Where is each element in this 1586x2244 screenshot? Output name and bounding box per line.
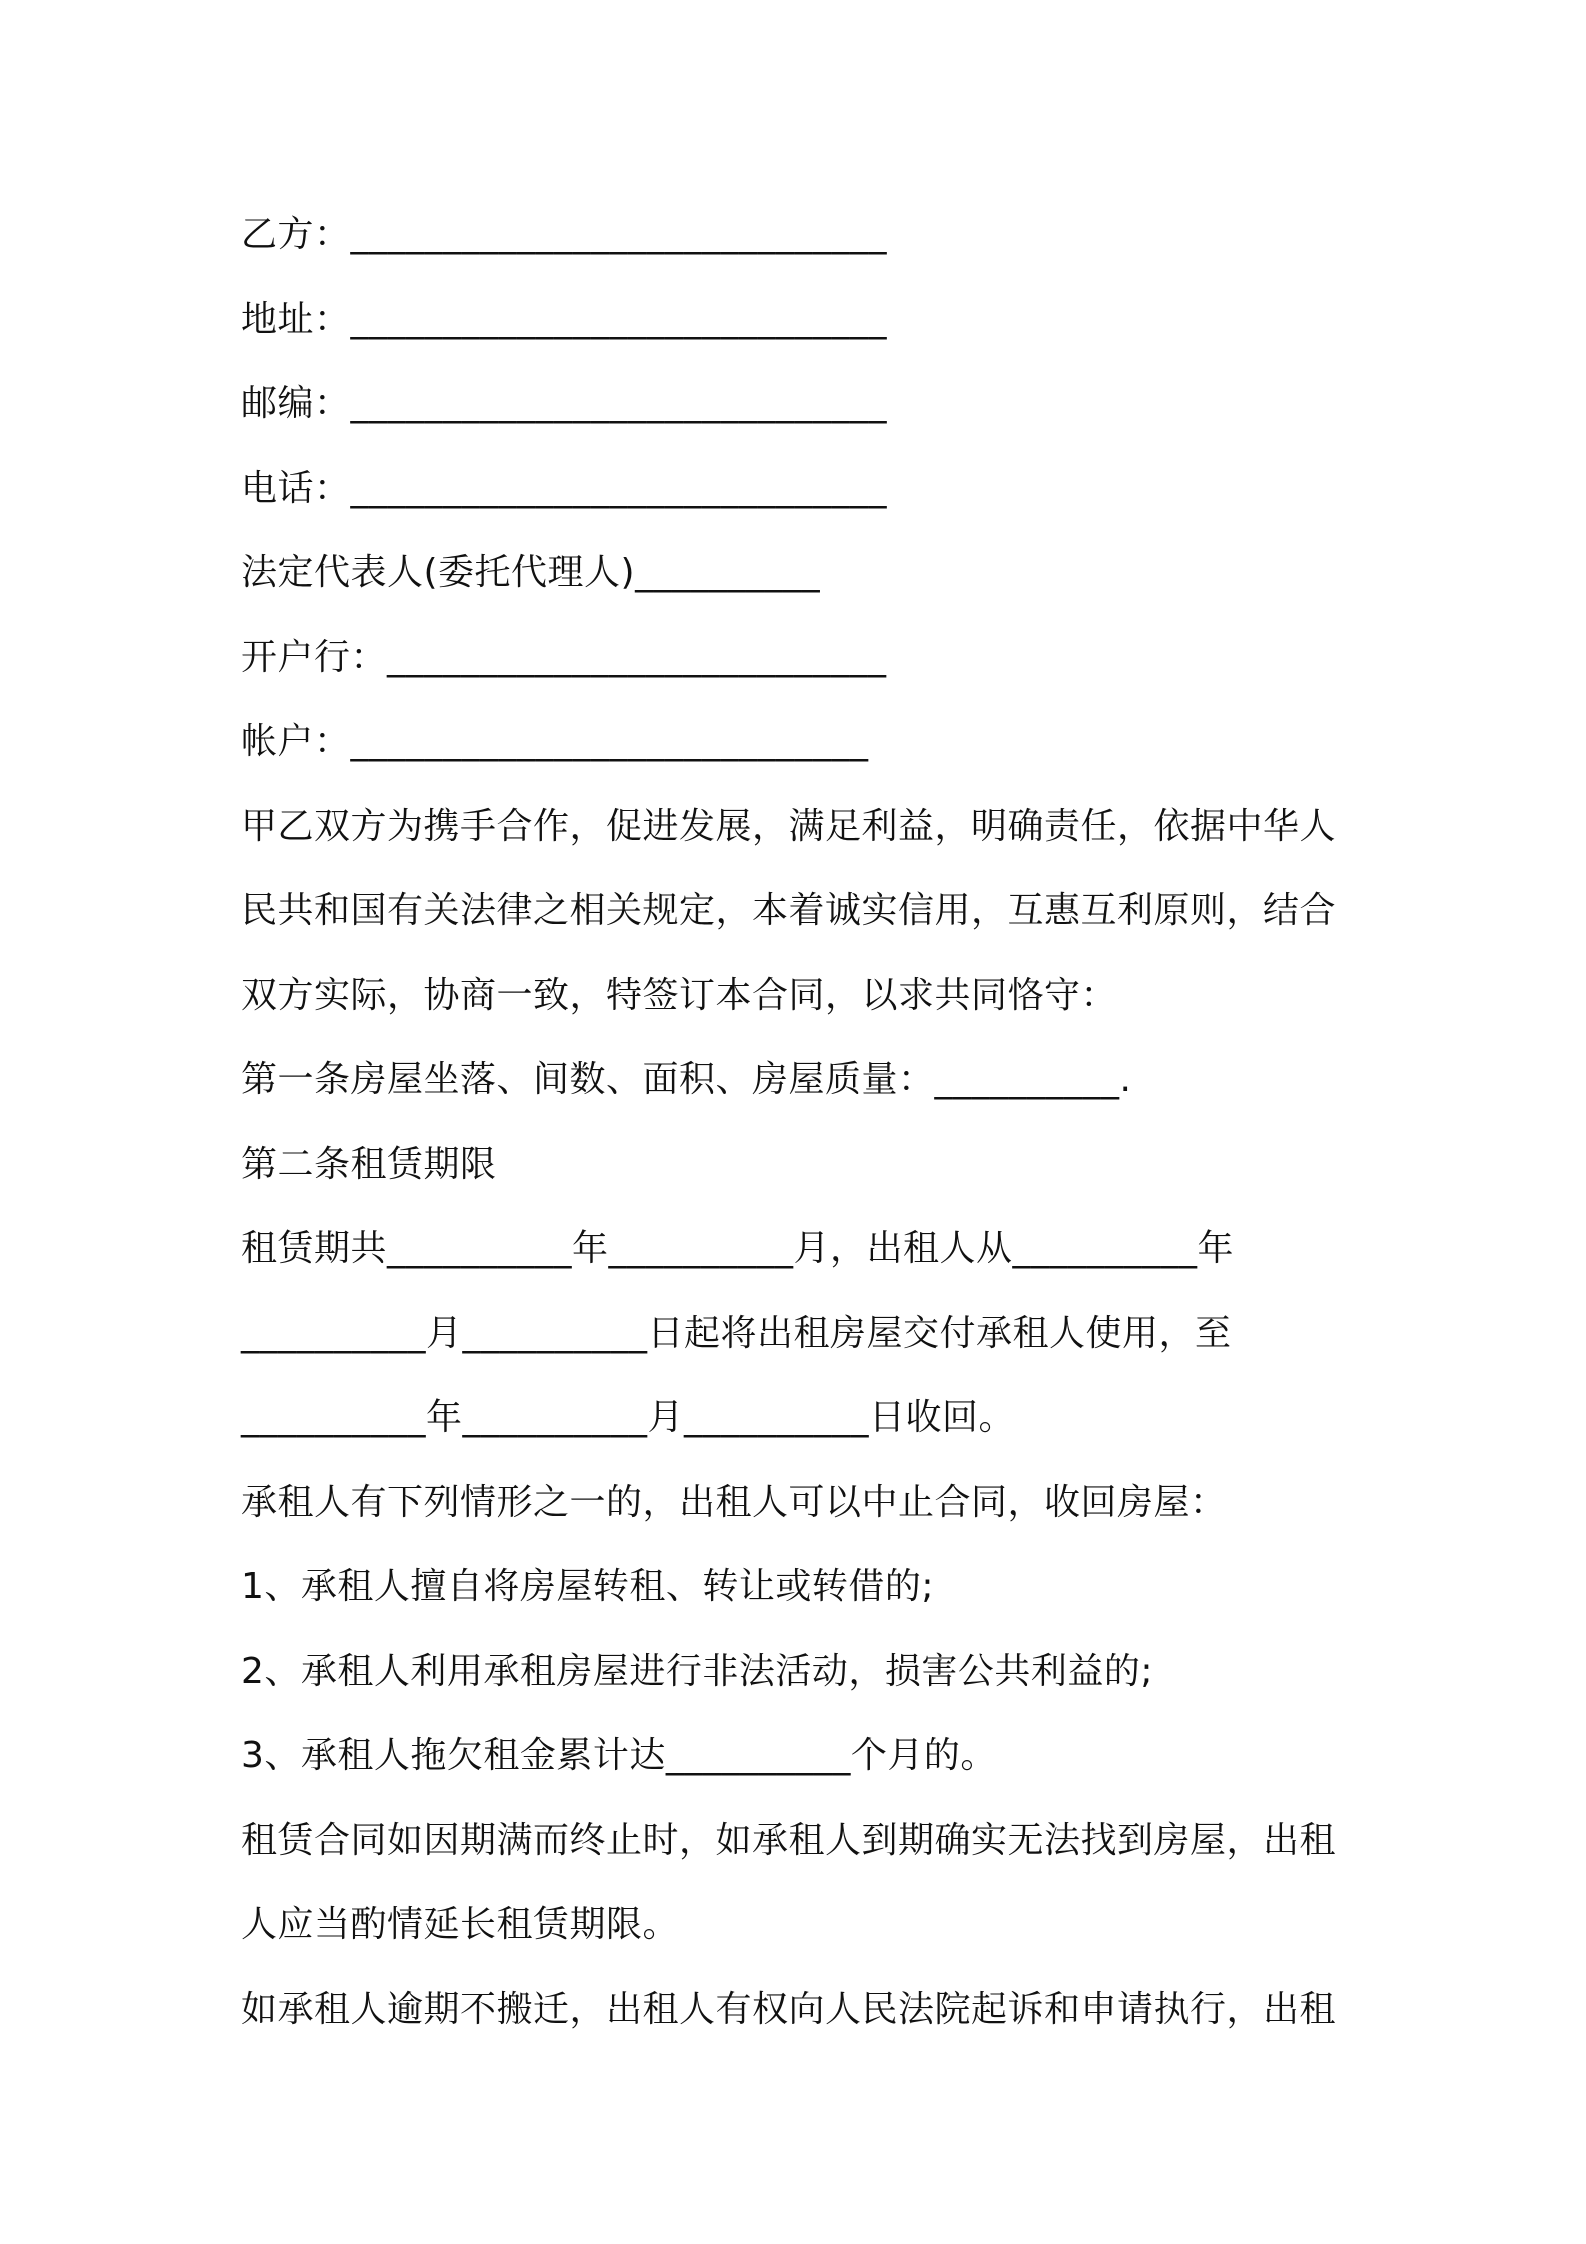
phone-line: 电话：_____________________________ — [241, 467, 888, 509]
document-body — [241, 193, 1361, 2052]
bank-line: 开户行：___________________________ — [241, 636, 887, 678]
party-b-line: 乙方：_____________________________ — [241, 214, 888, 255]
postcode-line: 邮编：_____________________________ — [241, 383, 888, 424]
address-line: 地址：_____________________________ — [241, 298, 888, 340]
overdue-clause-line: 如承租人逾期不搬迁，出租人有权向人民法院起诉和申请执行，出租 — [241, 1988, 1337, 2030]
lease-term-line-3: __________年__________月__________日收回。 — [241, 1397, 1016, 1438]
condition-item-2: 2、承租人利用承租房屋进行非法活动，损害公共利益的; — [241, 1650, 1154, 1692]
expiry-clause-line-2: 人应当酌情延长租赁期限。 — [241, 1904, 680, 1945]
preamble-line-1: 甲乙双方为携手合作，促进发展，满足利益，明确责任，依据中华人 — [241, 805, 1337, 847]
expiry-clause-line-1: 租赁合同如因期满而终止时，如承租人到期确实无法找到房屋，出租 — [241, 1819, 1337, 1861]
termination-conditions-line: 承租人有下列情形之一的，出租人可以中止合同，收回房屋： — [241, 1481, 1227, 1523]
condition-item-1: 1、承租人擅自将房屋转租、转让或转借的; — [241, 1566, 935, 1607]
lease-term-line-2: __________月__________日起将出租房屋交付承租人使用，至 — [241, 1312, 1232, 1354]
condition-item-3: 3、承租人拖欠租金累计达__________个月的。 — [241, 1735, 997, 1776]
account-line: 帐户：____________________________ — [241, 721, 869, 762]
legal-representative-line: 法定代表人(委托代理人)__________ — [241, 552, 821, 593]
article-2-heading: 第二条租赁期限 — [241, 1143, 497, 1185]
preamble-line-2: 民共和国有关法律之相关规定，本着诚实信用，互惠互利原则，结合 — [241, 890, 1337, 931]
preamble-line-3: 双方实际，协商一致，特签订本合同，以求共同恪守： — [241, 974, 1118, 1016]
article-1-line: 第一条房屋坐落、间数、面积、房屋质量：__________. — [241, 1059, 1132, 1100]
lease-term-line-1: 租赁期共__________年__________月，出租人从__________年 — [241, 1228, 1235, 1269]
